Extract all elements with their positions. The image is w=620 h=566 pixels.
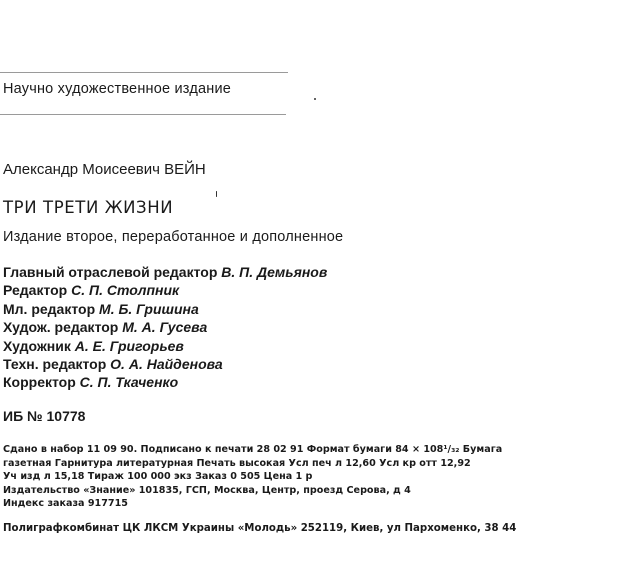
- credit-role: Художник: [3, 337, 71, 354]
- credit-row: [3, 281, 327, 299]
- ib-number: ИБ № 10778: [3, 408, 86, 424]
- credit-name: В. П. Демьянов: [221, 264, 328, 280]
- imprint-line: Индекс заказа 917715: [3, 498, 128, 509]
- imprint-line: Уч изд л 15,18 Тираж 100 000 экз Заказ 0 505 Цена 1 р: [3, 471, 313, 482]
- credit-name: О. А. Найденова: [110, 356, 223, 373]
- printer-line: Полиграфкомбинат ЦК ЛКСМ Украины «Молодь» 252119, Киев, ул Пархоменко, 38 44: [3, 523, 517, 534]
- credit-name: М. Б. Гришина: [99, 300, 199, 317]
- credit-role: Редактор: [3, 282, 68, 299]
- credit-role: Главный отраслевой редактор: [3, 264, 218, 280]
- credit-name: М. А. Гусева: [122, 319, 208, 336]
- imprint-line: газетная Гарнитура литературная Печать высокая Усл печ л 12,60 Усл кр отт 12,92: [3, 457, 471, 469]
- author-name: Александр Моисеевич ВЕЙН: [3, 161, 206, 178]
- top-rule: [0, 72, 288, 73]
- credit-role: Худож. редактор: [3, 319, 119, 336]
- credits-list: [3, 263, 327, 392]
- credit-row: [3, 355, 327, 373]
- genre-label: Научно художественное издание: [3, 81, 232, 97]
- credit-role: Техн. редактор: [3, 356, 107, 373]
- edition-note: Издание второе, переработанное и дополненное: [3, 229, 344, 245]
- credit-row: [3, 373, 327, 391]
- credit-row: [3, 337, 327, 355]
- stray-mark-2: [216, 191, 217, 197]
- stray-mark: [314, 98, 316, 100]
- book-title: ТРИ ТРЕТИ ЖИЗНИ: [3, 198, 174, 217]
- credit-name: А. Е. Григорьев: [74, 337, 184, 354]
- bottom-rule: [0, 114, 286, 115]
- credit-row: [3, 318, 327, 336]
- credit-row: [3, 263, 327, 281]
- credit-row: [3, 300, 327, 318]
- imprint-line: Сдано в набор 11 09 90. Подписано к печати 28 02 91 Формат бумаги 84 × 108¹/₃₂ Бумага: [3, 444, 503, 455]
- credit-role: Корректор: [3, 374, 76, 391]
- imprint-block: [3, 443, 502, 511]
- credit-name: С. П. Столпник: [71, 282, 180, 299]
- imprint-line: Издательство «Знание» 101835, ГСП, Москва, Центр, проезд Серова, д 4: [3, 484, 411, 496]
- credit-name: С. П. Ткаченко: [79, 374, 179, 391]
- credit-role: Мл. редактор: [3, 300, 96, 317]
